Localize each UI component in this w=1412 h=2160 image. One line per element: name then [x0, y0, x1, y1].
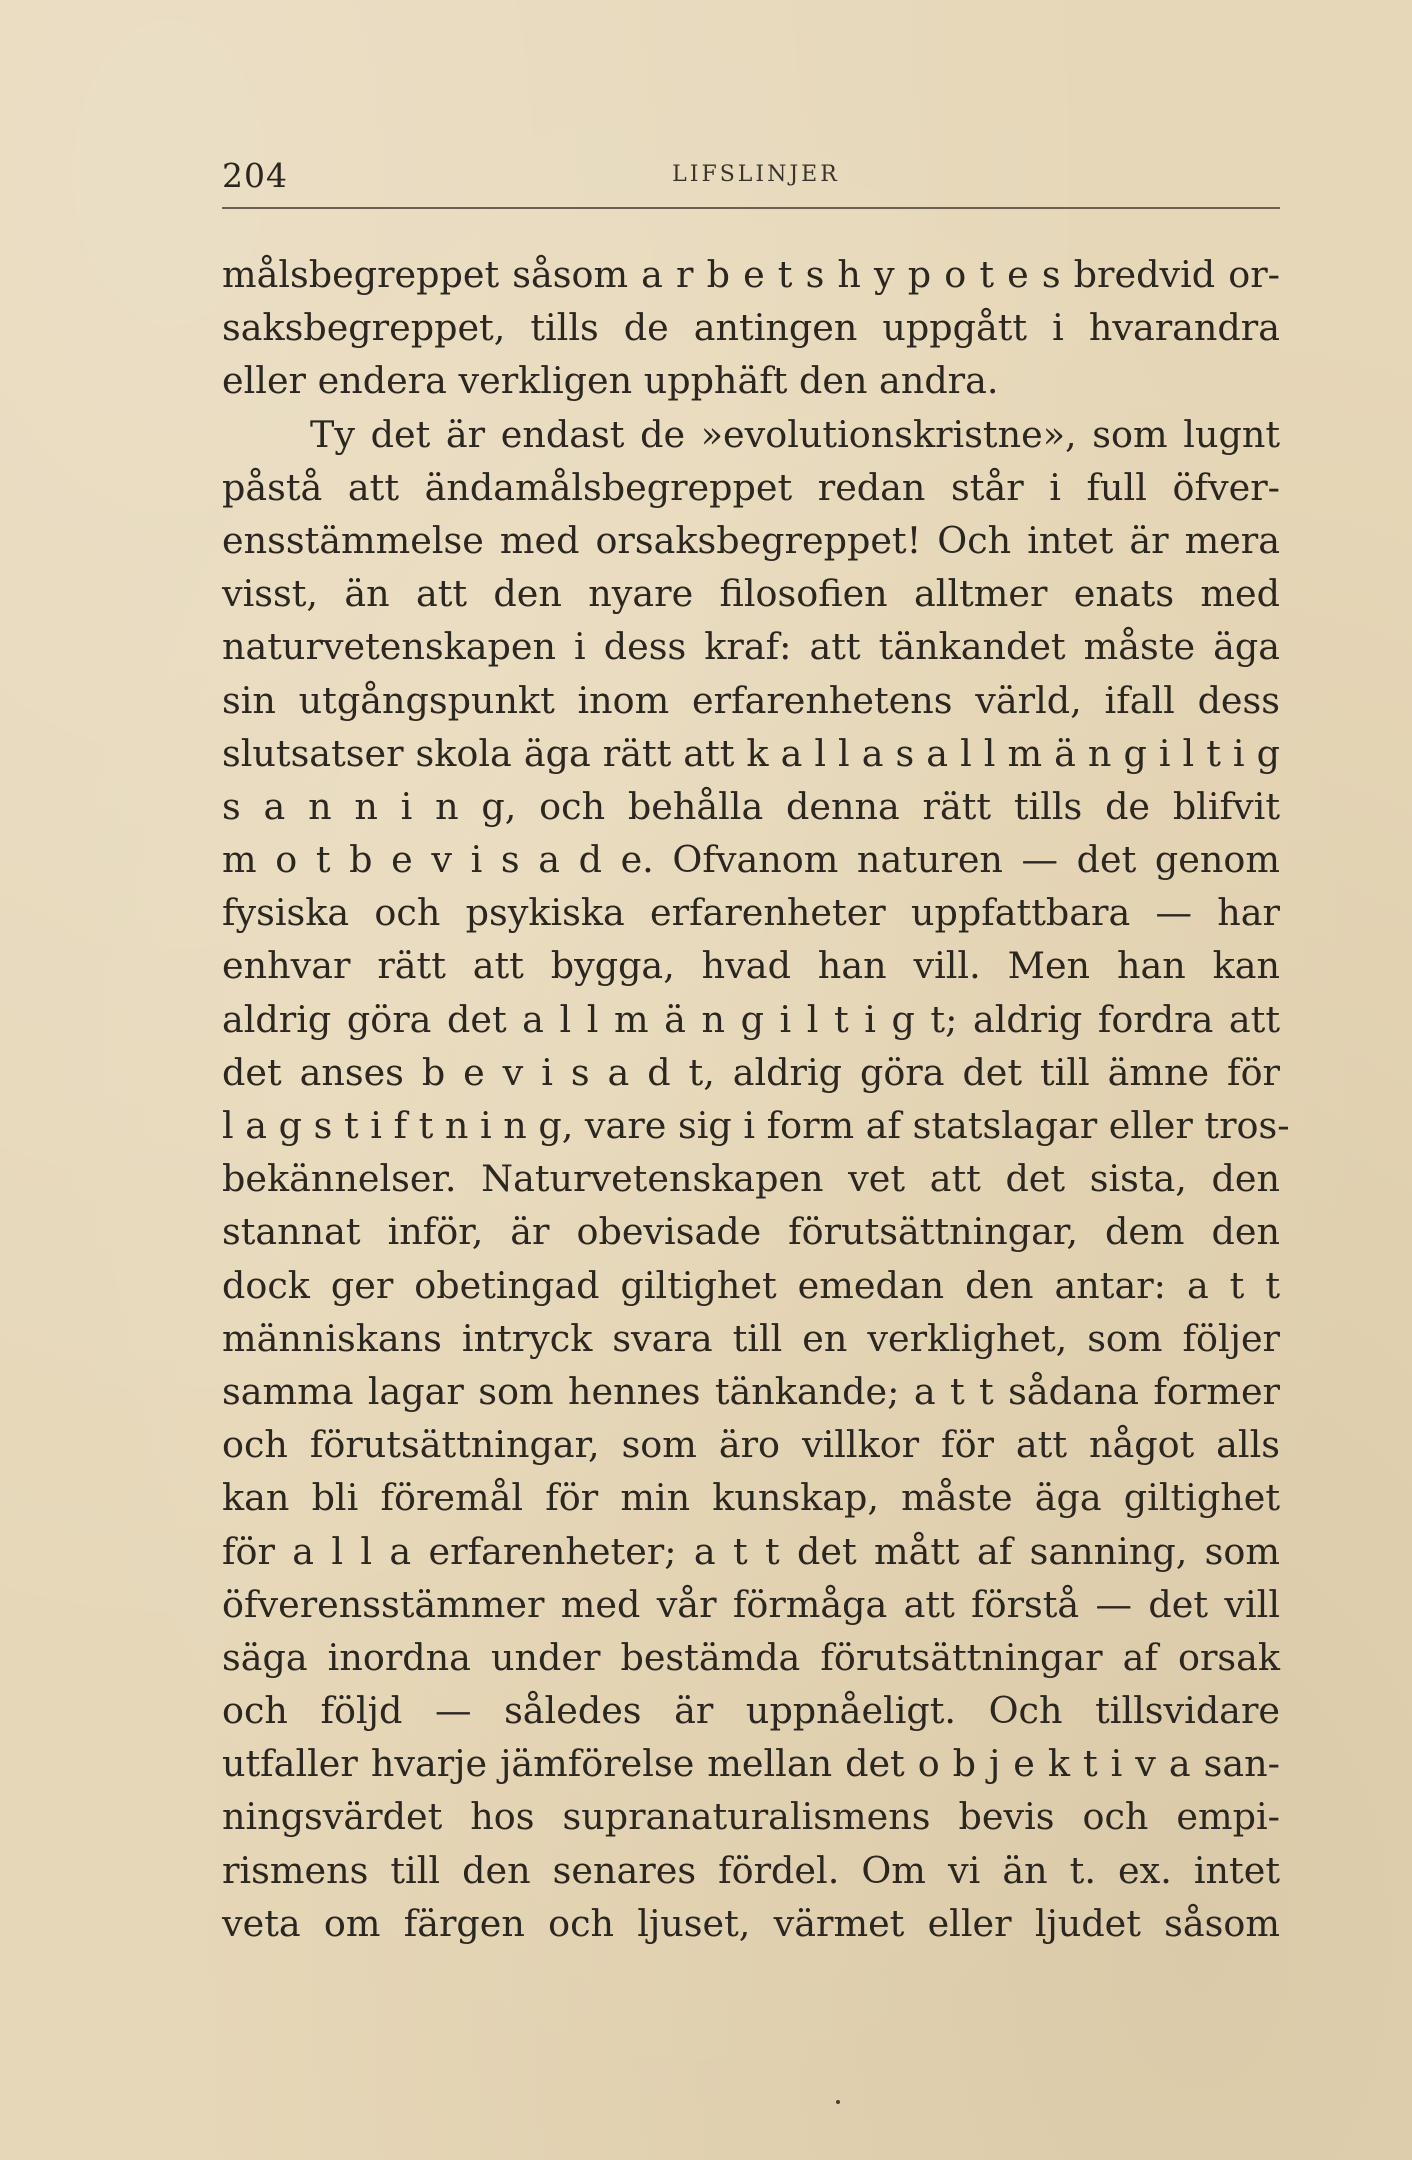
- text-line: saksbegreppet, tills de antingen uppgått i hvarandra: [222, 306, 1280, 350]
- ink-speck: [836, 2100, 840, 2104]
- running-header: [222, 156, 1280, 204]
- body-text: [222, 248, 1290, 1950]
- text-line: kan bli föremål för min kunskap, måste äga giltighet: [222, 1476, 1280, 1520]
- text-line: eller endera verkligen upphäft den andra.: [222, 359, 999, 403]
- text-line: rismens till den senares fördel. Om vi än t. ex. intet: [222, 1848, 1280, 1892]
- text-line: påstå att ändamålsbegreppet redan står i full öfver-: [222, 465, 1280, 509]
- text-line: l a g s t i f t n i n g, vare sig i form af statslagar eller tros-: [222, 1104, 1290, 1147]
- text-line: enhvar rätt att bygga, hvad han vill. Men han kan: [222, 944, 1280, 988]
- text-line: och följd — således är uppnåeligt. Och tillsvidare: [222, 1689, 1280, 1733]
- text-line: veta om färgen och ljuset, värmet eller ljudet såsom: [222, 1901, 1280, 1945]
- text-line: bekännelser. Naturvetenskapen vet att det sista, den: [222, 1157, 1280, 1201]
- page-number: 204: [222, 156, 288, 195]
- text-line: och förutsättningar, som äro villkor för att något alls: [222, 1423, 1280, 1467]
- text-line: säga inordna under bestämda förutsättningar af orsak: [222, 1635, 1280, 1679]
- text-line: samma lagar som hennes tänkande; a t t sådana former: [222, 1369, 1280, 1413]
- text-line: ningsvärdet hos supranaturalismens bevis och empi-: [222, 1795, 1280, 1839]
- text-line: slutsatser skola äga rätt att k a l l a s a l l m ä n g i l t i g: [222, 731, 1280, 775]
- running-title: LIFSLINJER: [672, 162, 840, 187]
- text-line: målsbegreppet såsom a r b e t s h y p o t e s bredvid or-: [222, 253, 1280, 296]
- text-line: fysiska och psykiska erfarenheter uppfattbara — har: [222, 891, 1280, 935]
- text-line: för a l l a erfarenheter; a t t det mått af sanning, som: [222, 1529, 1280, 1573]
- text-line: dock ger obetingad giltighet emedan den antar: a t t: [222, 1263, 1280, 1307]
- text-line: visst, än att den nyare filosofien alltmer enats med: [222, 572, 1280, 616]
- text-line: sin utgångspunkt inom erfarenhetens värld, ifall dess: [222, 678, 1280, 722]
- text-line: m o t b e v i s a d e. Ofvanom naturen — det genom: [222, 838, 1280, 882]
- text-line: s a n n i n g, och behålla denna rätt tills de blifvit: [222, 784, 1280, 828]
- text-line: stannat inför, är obevisade förutsättningar, dem den: [222, 1210, 1280, 1254]
- text-line: ensstämmelse med orsaksbegreppet! Och intet är mera: [222, 518, 1280, 562]
- text-line: aldrig göra det a l l m ä n g i l t i g t; aldrig fordra att: [222, 997, 1280, 1041]
- text-line: utfaller hvarje jämförelse mellan det o b j e k t i v a san-: [222, 1742, 1280, 1786]
- text-line: naturvetenskapen i dess kraf: att tänkandet måste äga: [222, 625, 1280, 669]
- text-line: Ty det är endast de »evolutionskristne», som lugnt: [310, 412, 1280, 456]
- text-line: öfverensstämmer med vår förmåga att förstå — det vill: [222, 1582, 1280, 1626]
- header-rule: [222, 207, 1280, 209]
- text-line: människans intryck svara till en verklighet, som följer: [222, 1316, 1280, 1360]
- text-line: det anses b e v i s a d t, aldrig göra det till ämne för: [222, 1050, 1280, 1094]
